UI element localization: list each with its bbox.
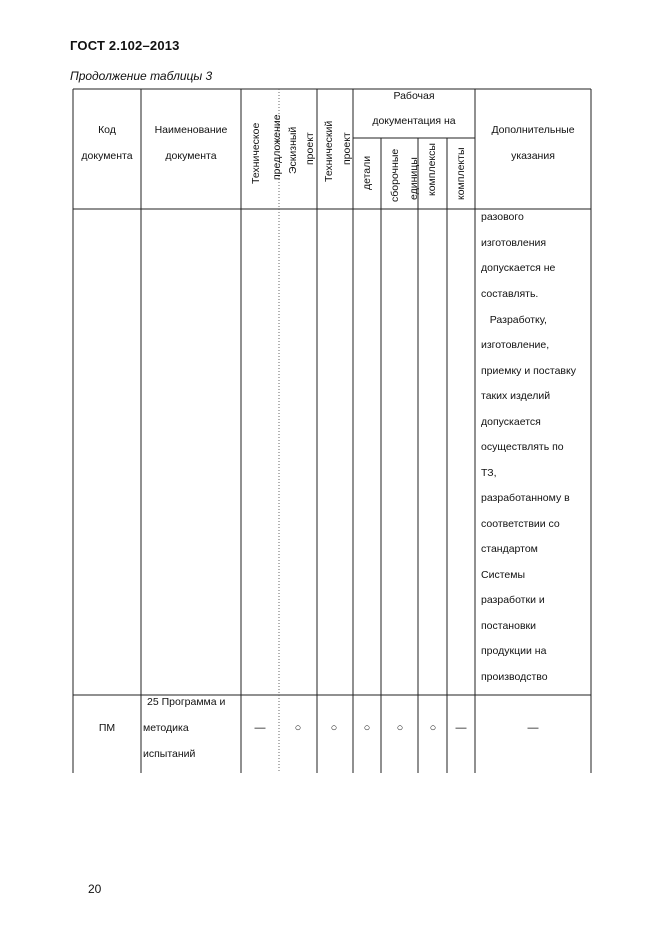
header-kits-label: комплекты: [455, 147, 467, 200]
note-line: Системы: [481, 569, 525, 581]
header-tech-proposal-label-1: Техническое: [250, 122, 262, 184]
note-line: продукции на: [481, 645, 547, 657]
row-name-line-2: методика: [143, 722, 189, 734]
header-notes-label-2: указания: [511, 150, 555, 162]
header-code-label-1: Код: [98, 124, 116, 136]
table-caption: Продолжение таблицы 3: [70, 69, 213, 83]
mark-complexes: ○: [429, 722, 437, 734]
note-line: составлять.: [481, 288, 539, 300]
note-line: допускается: [481, 416, 541, 428]
note-line: изготовление,: [481, 339, 550, 351]
note-line: разработки и: [481, 594, 545, 606]
header-working-label-1: Рабочая: [393, 90, 435, 102]
header-assembly-label-1: сборочные: [389, 148, 401, 202]
note-line: ТЗ,: [481, 467, 497, 479]
row-code: ПМ: [98, 722, 116, 734]
note-line: осуществлять по: [481, 441, 564, 453]
document-title: ГОСТ 2.102–2013: [70, 38, 180, 53]
note-line: постановки: [481, 620, 536, 632]
header-name-label-2: документа: [165, 150, 217, 162]
mark-sketch: ○: [294, 722, 302, 734]
header-sketch-label-2: проект: [304, 132, 316, 165]
mark-tech-proposal: —: [254, 722, 266, 734]
note-line: изготовления: [481, 237, 547, 249]
mark-assembly: ○: [396, 722, 404, 734]
note-line: допускается не: [481, 262, 556, 274]
mark-details: ○: [363, 722, 371, 734]
row-name-line-1: 25 Программа и: [147, 696, 226, 708]
page-number: 20: [88, 882, 102, 896]
note-line: приемку и поставку: [481, 365, 576, 377]
header-notes-label-1: Дополнительные: [491, 124, 575, 136]
mark-tech-project: ○: [330, 722, 338, 734]
mark-kits: —: [455, 722, 467, 734]
note-line: соответствии со: [481, 518, 560, 530]
header-tech-proposal-label-2: предложение: [271, 114, 283, 180]
header-sketch-label-1: Эскизный: [287, 126, 299, 174]
header-name-label-1: Наименование: [154, 124, 228, 136]
note-line: разового: [481, 211, 524, 223]
note-line: Разработку,: [481, 314, 547, 326]
header-assembly-label-2: единицы: [408, 157, 420, 200]
note-line: таких изделий: [481, 390, 551, 402]
mark-notes: —: [527, 722, 539, 734]
header-tech-project-label-1: Технический: [323, 120, 335, 182]
header-details-label: детали: [361, 155, 373, 190]
row-name-line-3: испытаний: [143, 748, 196, 760]
header-complexes-label: комплексы: [426, 143, 438, 196]
note-line: стандартом: [481, 543, 538, 555]
note-line: производство: [481, 671, 548, 683]
header-working-label-2: документация на: [372, 115, 456, 127]
header-tech-project-label-2: проект: [341, 132, 353, 165]
note-line: разработанному в: [481, 492, 570, 504]
header-code-label-2: документа: [81, 150, 133, 162]
